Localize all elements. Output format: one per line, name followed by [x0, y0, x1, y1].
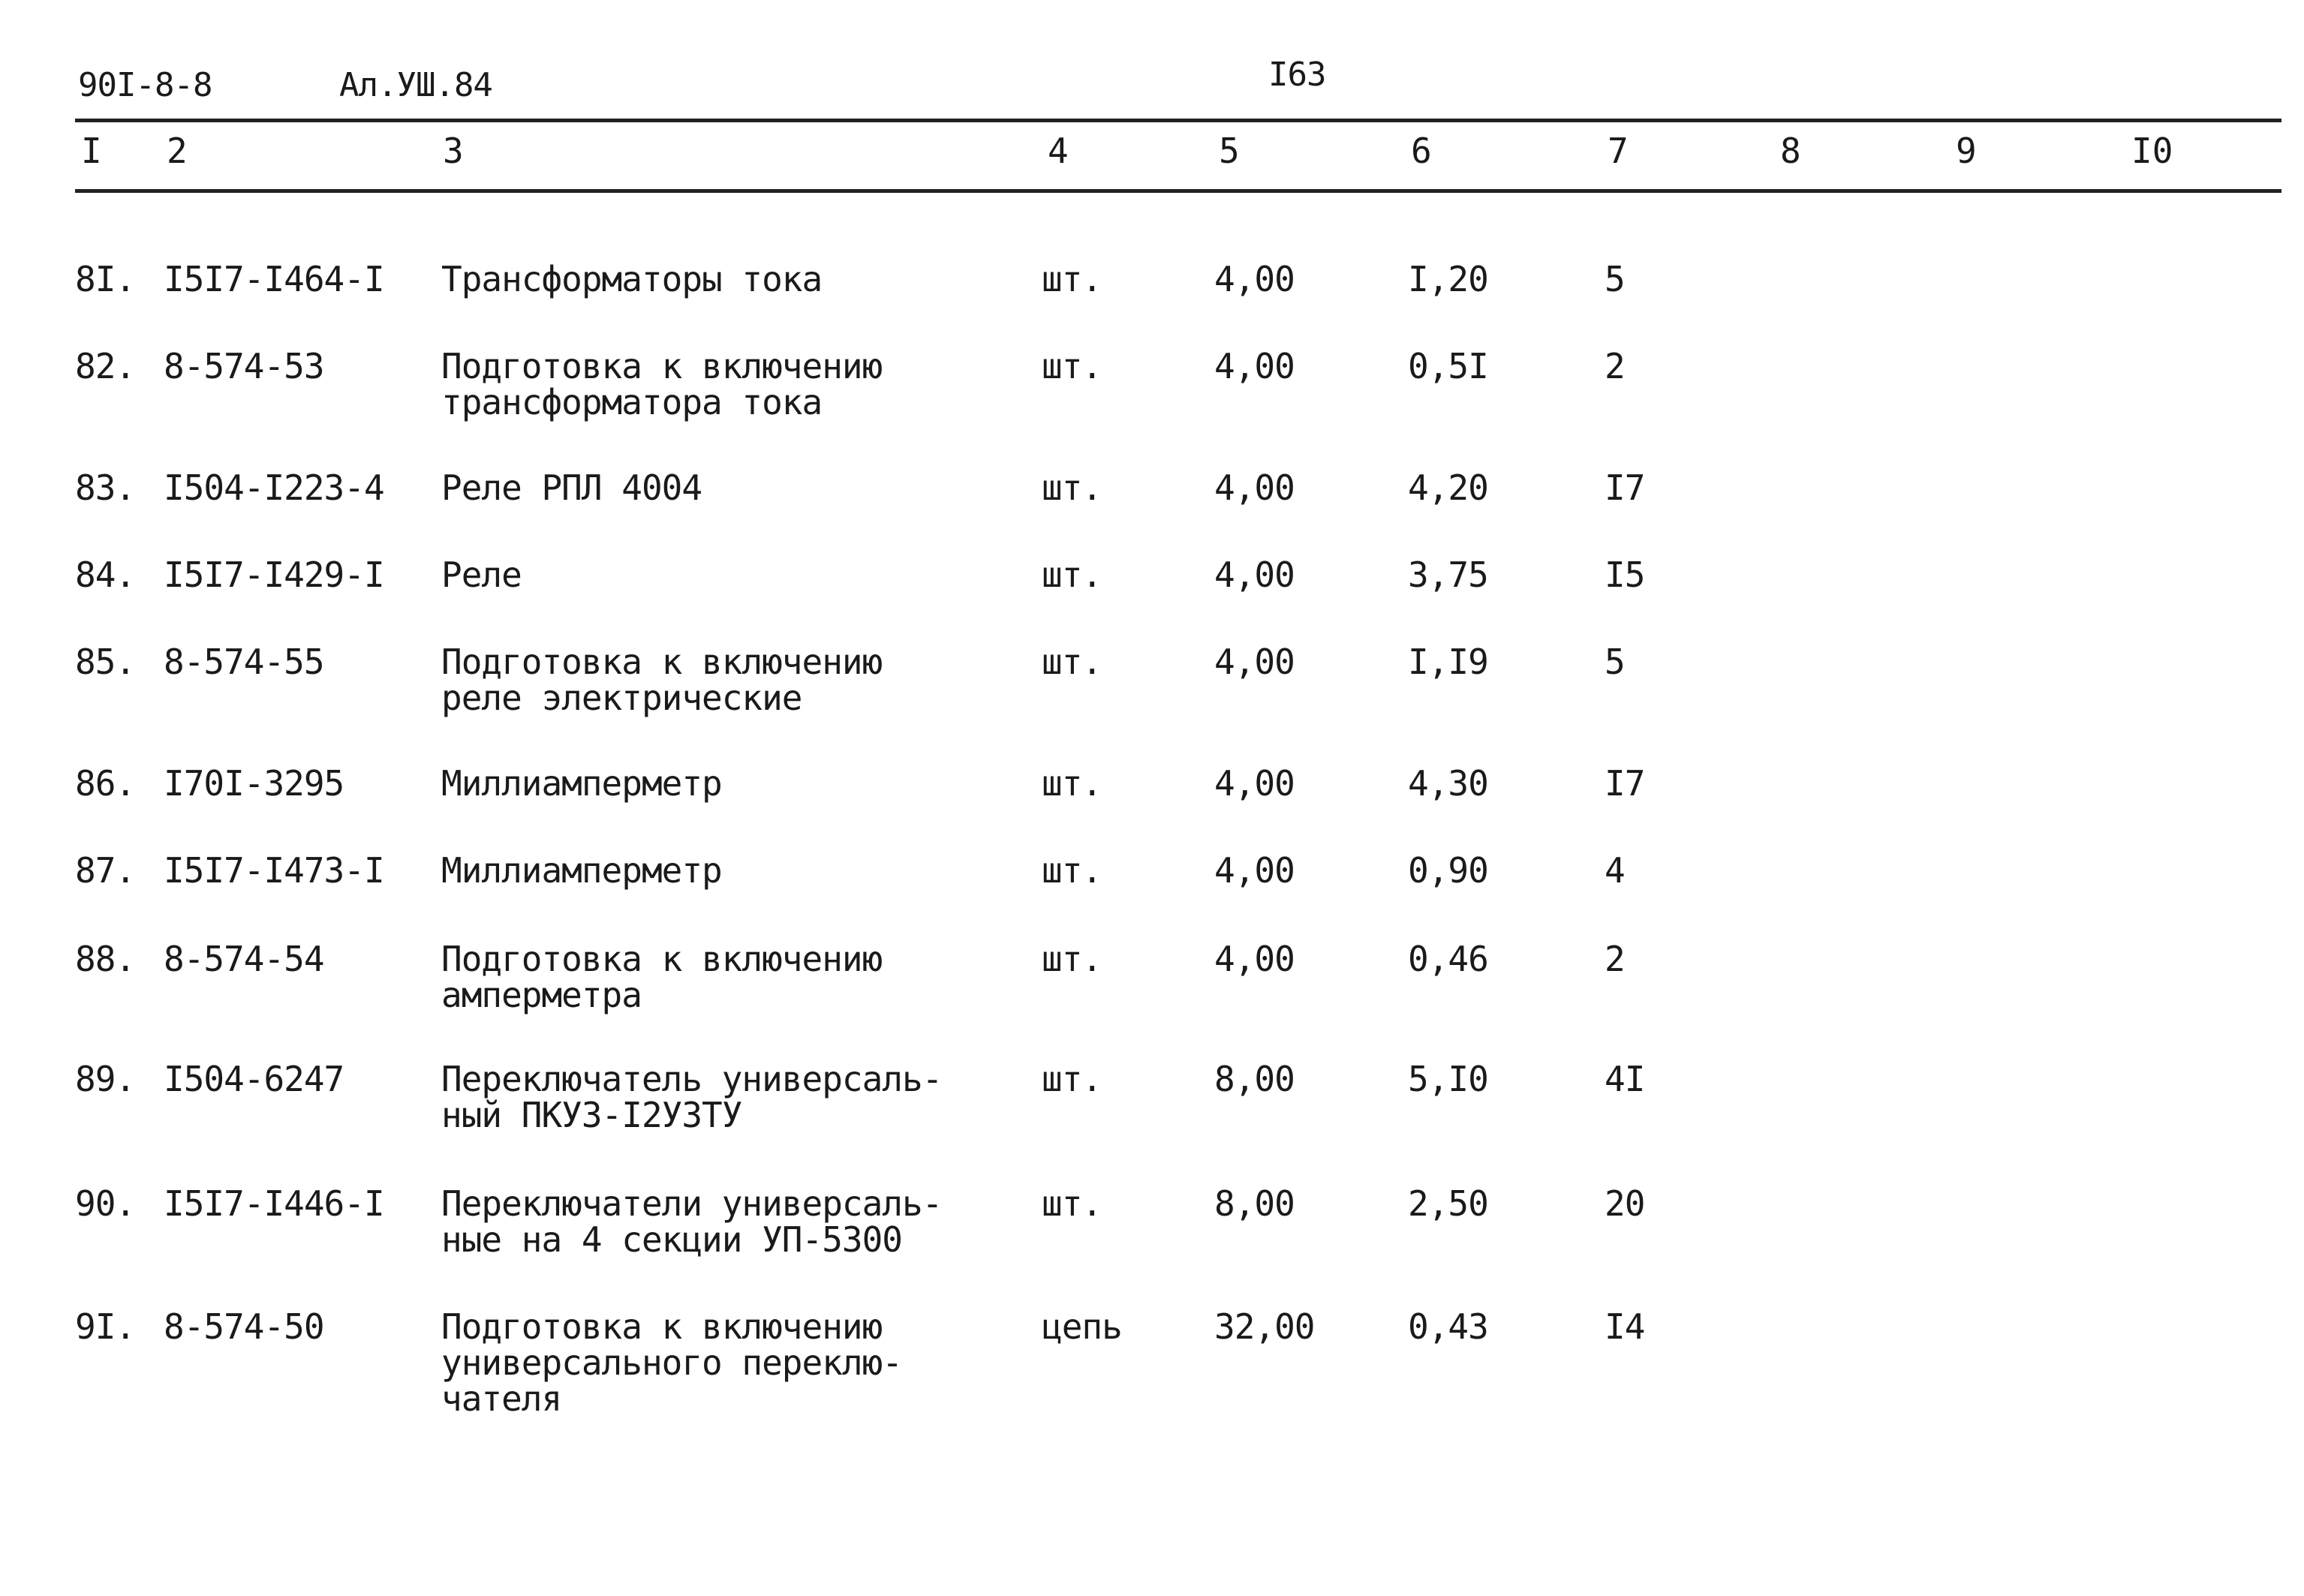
- column-heading-9: 9: [1956, 131, 1977, 171]
- column-6-value: I,20: [1408, 259, 1488, 299]
- document-code: 90I-8-8: [78, 66, 212, 104]
- column-6-value: 3,75: [1408, 555, 1488, 595]
- unit: шт.: [1042, 642, 1102, 682]
- column-heading-2: 2: [167, 131, 188, 171]
- row-number: 85.: [75, 642, 136, 682]
- column-7-value: I4: [1605, 1306, 1645, 1347]
- column-heading-7: 7: [1608, 131, 1629, 171]
- unit: шт.: [1042, 1059, 1102, 1099]
- quantity: 4,00: [1214, 642, 1295, 682]
- header-bottom-rule: [75, 189, 2281, 193]
- resource-code: I504-6247: [164, 1059, 344, 1099]
- resource-code: I5I7-I429-I: [164, 555, 384, 595]
- header-top-rule: [75, 119, 2281, 122]
- item-name: Трансформаторы тока: [441, 259, 823, 299]
- page-number: I63: [1268, 56, 1326, 94]
- column-heading-6: 6: [1411, 131, 1432, 171]
- row-number: 83.: [75, 467, 136, 508]
- unit: шт.: [1042, 763, 1102, 804]
- column-7-value: I7: [1605, 763, 1645, 804]
- quantity: 4,00: [1214, 555, 1295, 595]
- column-heading-8: 8: [1780, 131, 1801, 171]
- column-6-value: 0,43: [1408, 1306, 1488, 1347]
- item-name: Реле РПЛ 4004: [441, 467, 702, 508]
- column-heading-10: I0: [2131, 131, 2173, 171]
- column-heading-3: 3: [443, 131, 464, 171]
- column-heading-4: 4: [1048, 131, 1069, 171]
- column-6-value: 4,20: [1408, 467, 1488, 508]
- row-number: 9I.: [75, 1306, 136, 1347]
- column-7-value: 2: [1605, 939, 1625, 979]
- column-6-value: 4,30: [1408, 763, 1488, 804]
- column-7-value: 20: [1605, 1183, 1645, 1224]
- item-name: Переключатели универсаль- ные на 4 секции УП-5300: [441, 1183, 943, 1260]
- column-7-value: 4: [1605, 850, 1625, 891]
- unit: шт.: [1042, 1183, 1102, 1224]
- row-number: 90.: [75, 1183, 136, 1224]
- column-7-value: 2: [1605, 346, 1625, 386]
- column-6-value: I,I9: [1408, 642, 1488, 682]
- quantity: 8,00: [1214, 1059, 1295, 1099]
- resource-code: I5I7-I464-I: [164, 259, 384, 299]
- quantity: 4,00: [1214, 346, 1295, 386]
- quantity: 4,00: [1214, 259, 1295, 299]
- column-7-value: 5: [1605, 642, 1625, 682]
- column-7-value: I5: [1605, 555, 1645, 595]
- column-6-value: 0,5I: [1408, 346, 1488, 386]
- item-name: Подготовка к включению амперметра: [441, 939, 883, 1015]
- item-name: Переключатель универсаль- ный ПКУЗ-I2УЗТУ: [441, 1059, 943, 1135]
- unit: шт.: [1042, 467, 1102, 508]
- item-name: Подготовка к включению трансформатора тока: [441, 346, 883, 422]
- quantity: 32,00: [1214, 1306, 1315, 1347]
- resource-code: 8-574-55: [164, 642, 324, 682]
- quantity: 4,00: [1214, 939, 1295, 979]
- column-6-value: 5,I0: [1408, 1059, 1488, 1099]
- resource-code: I5I7-I446-I: [164, 1183, 384, 1224]
- column-7-value: 4I: [1605, 1059, 1645, 1099]
- row-number: 88.: [75, 939, 136, 979]
- column-7-value: I7: [1605, 467, 1645, 508]
- item-name: Реле: [441, 555, 522, 595]
- resource-code: 8-574-54: [164, 939, 324, 979]
- item-name: Подготовка к включению универсального переклю- чателя: [441, 1306, 902, 1419]
- album-code: Ал.УШ.84: [339, 66, 492, 104]
- item-name: Миллиамперметр: [441, 850, 722, 891]
- row-number: 82.: [75, 346, 136, 386]
- unit: шт.: [1042, 939, 1102, 979]
- resource-code: 8-574-53: [164, 346, 324, 386]
- unit: шт.: [1042, 259, 1102, 299]
- quantity: 8,00: [1214, 1183, 1295, 1224]
- column-6-value: 0,46: [1408, 939, 1488, 979]
- resource-code: 8-574-50: [164, 1306, 324, 1347]
- resource-code: I5I7-I473-I: [164, 850, 384, 891]
- item-name: Миллиамперметр: [441, 763, 722, 804]
- row-number: 89.: [75, 1059, 136, 1099]
- row-number: 84.: [75, 555, 136, 595]
- quantity: 4,00: [1214, 763, 1295, 804]
- row-number: 87.: [75, 850, 136, 891]
- row-number: 8I.: [75, 259, 136, 299]
- unit: шт.: [1042, 850, 1102, 891]
- column-heading-5: 5: [1219, 131, 1240, 171]
- column-7-value: 5: [1605, 259, 1625, 299]
- column-heading-1: I: [81, 131, 102, 171]
- quantity: 4,00: [1214, 467, 1295, 508]
- quantity: 4,00: [1214, 850, 1295, 891]
- item-name: Подготовка к включению реле электрические: [441, 642, 883, 718]
- column-6-value: 2,50: [1408, 1183, 1488, 1224]
- unit: шт.: [1042, 346, 1102, 386]
- unit: цепь: [1042, 1306, 1122, 1347]
- resource-code: I504-I223-4: [164, 467, 384, 508]
- unit: шт.: [1042, 555, 1102, 595]
- column-6-value: 0,90: [1408, 850, 1488, 891]
- row-number: 86.: [75, 763, 136, 804]
- resource-code: I70I-3295: [164, 763, 344, 804]
